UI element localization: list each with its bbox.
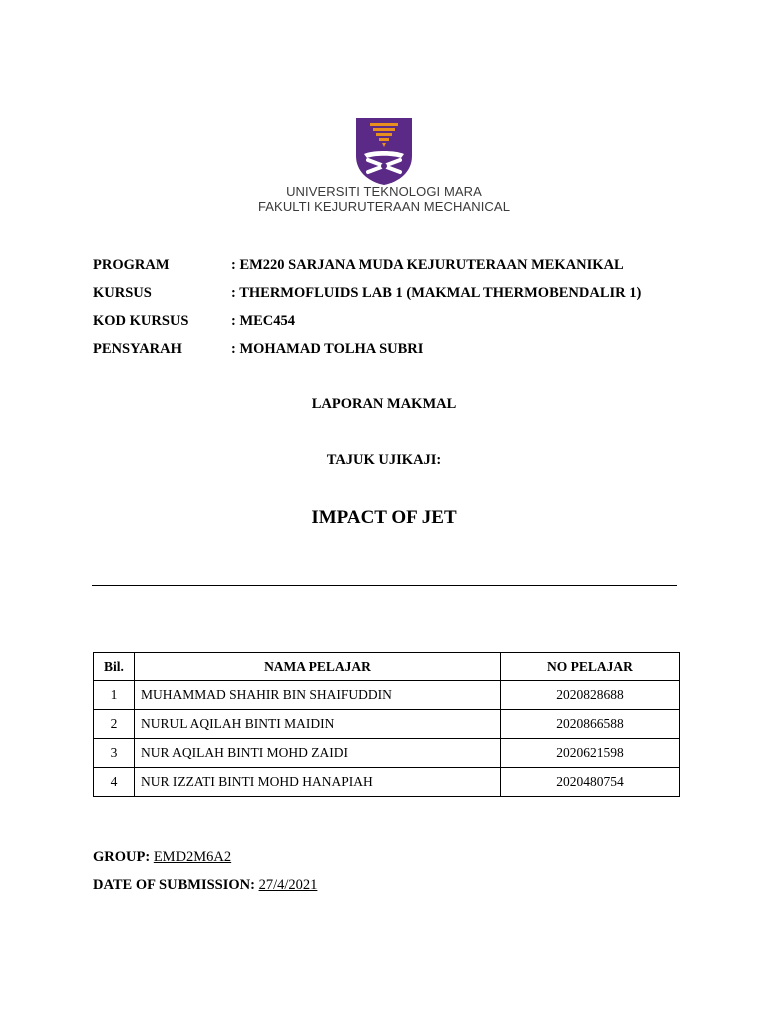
info-value: : MOHAMAD TOLHA SUBRI <box>231 341 424 357</box>
report-type: LAPORAN MAKMAL <box>311 396 457 412</box>
report-subtitle: TAJUK UJIKAJI: <box>326 452 442 468</box>
student-name: MUHAMMAD SHAHIR BIN SHAIFUDDIN <box>135 681 501 710</box>
date-label: DATE OF SUBMISSION: <box>93 877 255 893</box>
table-row <box>94 710 680 739</box>
info-value: : EM220 SARJANA MUDA KEJURUTERAAN MEKANIKAL <box>231 257 624 273</box>
column-header-bil: Bil. <box>94 653 135 681</box>
divider <box>92 585 677 586</box>
uitm-crest-icon <box>355 116 413 186</box>
info-value: : MEC454 <box>231 313 296 329</box>
faculty-name: FAKULTI KEJURUTERAAN MECHANICAL <box>257 199 511 214</box>
student-name: NUR AQILAH BINTI MOHD ZAIDI <box>135 739 501 768</box>
date-line <box>93 877 317 894</box>
row-number: 2 <box>94 710 135 739</box>
student-name: NURUL AQILAH BINTI MAIDIN <box>135 710 501 739</box>
table-row <box>94 739 680 768</box>
row-number: 4 <box>94 768 135 797</box>
info-label: PENSYARAH <box>93 341 182 357</box>
row-number: 3 <box>94 739 135 768</box>
university-logo <box>0 116 768 186</box>
row-number: 1 <box>94 681 135 710</box>
students-table <box>93 652 680 797</box>
student-id: 2020480754 <box>501 768 680 797</box>
group-line <box>93 849 231 866</box>
info-label: KOD KURSUS <box>93 313 189 329</box>
info-label: PROGRAM <box>93 257 170 273</box>
date-value: 27/4/2021 <box>258 877 318 893</box>
student-id: 2020621598 <box>501 739 680 768</box>
table-row <box>94 768 680 797</box>
student-id: 2020866588 <box>501 710 680 739</box>
group-label: GROUP: <box>93 849 151 865</box>
report-title: IMPACT OF JET <box>311 507 457 528</box>
table-header-row <box>94 653 680 681</box>
table-row <box>94 681 680 710</box>
column-header-name: NAMA PELAJAR <box>135 653 501 681</box>
student-id: 2020828688 <box>501 681 680 710</box>
university-name: UNIVERSITI TEKNOLOGI MARA <box>286 184 482 199</box>
column-header-id: NO PELAJAR <box>501 653 680 681</box>
info-value: : THERMOFLUIDS LAB 1 (MAKMAL THERMOBENDALIR 1) <box>231 285 642 301</box>
info-label: KURSUS <box>93 285 152 301</box>
group-value: EMD2M6A2 <box>153 849 232 865</box>
student-name: NUR IZZATI BINTI MOHD HANAPIAH <box>135 768 501 797</box>
